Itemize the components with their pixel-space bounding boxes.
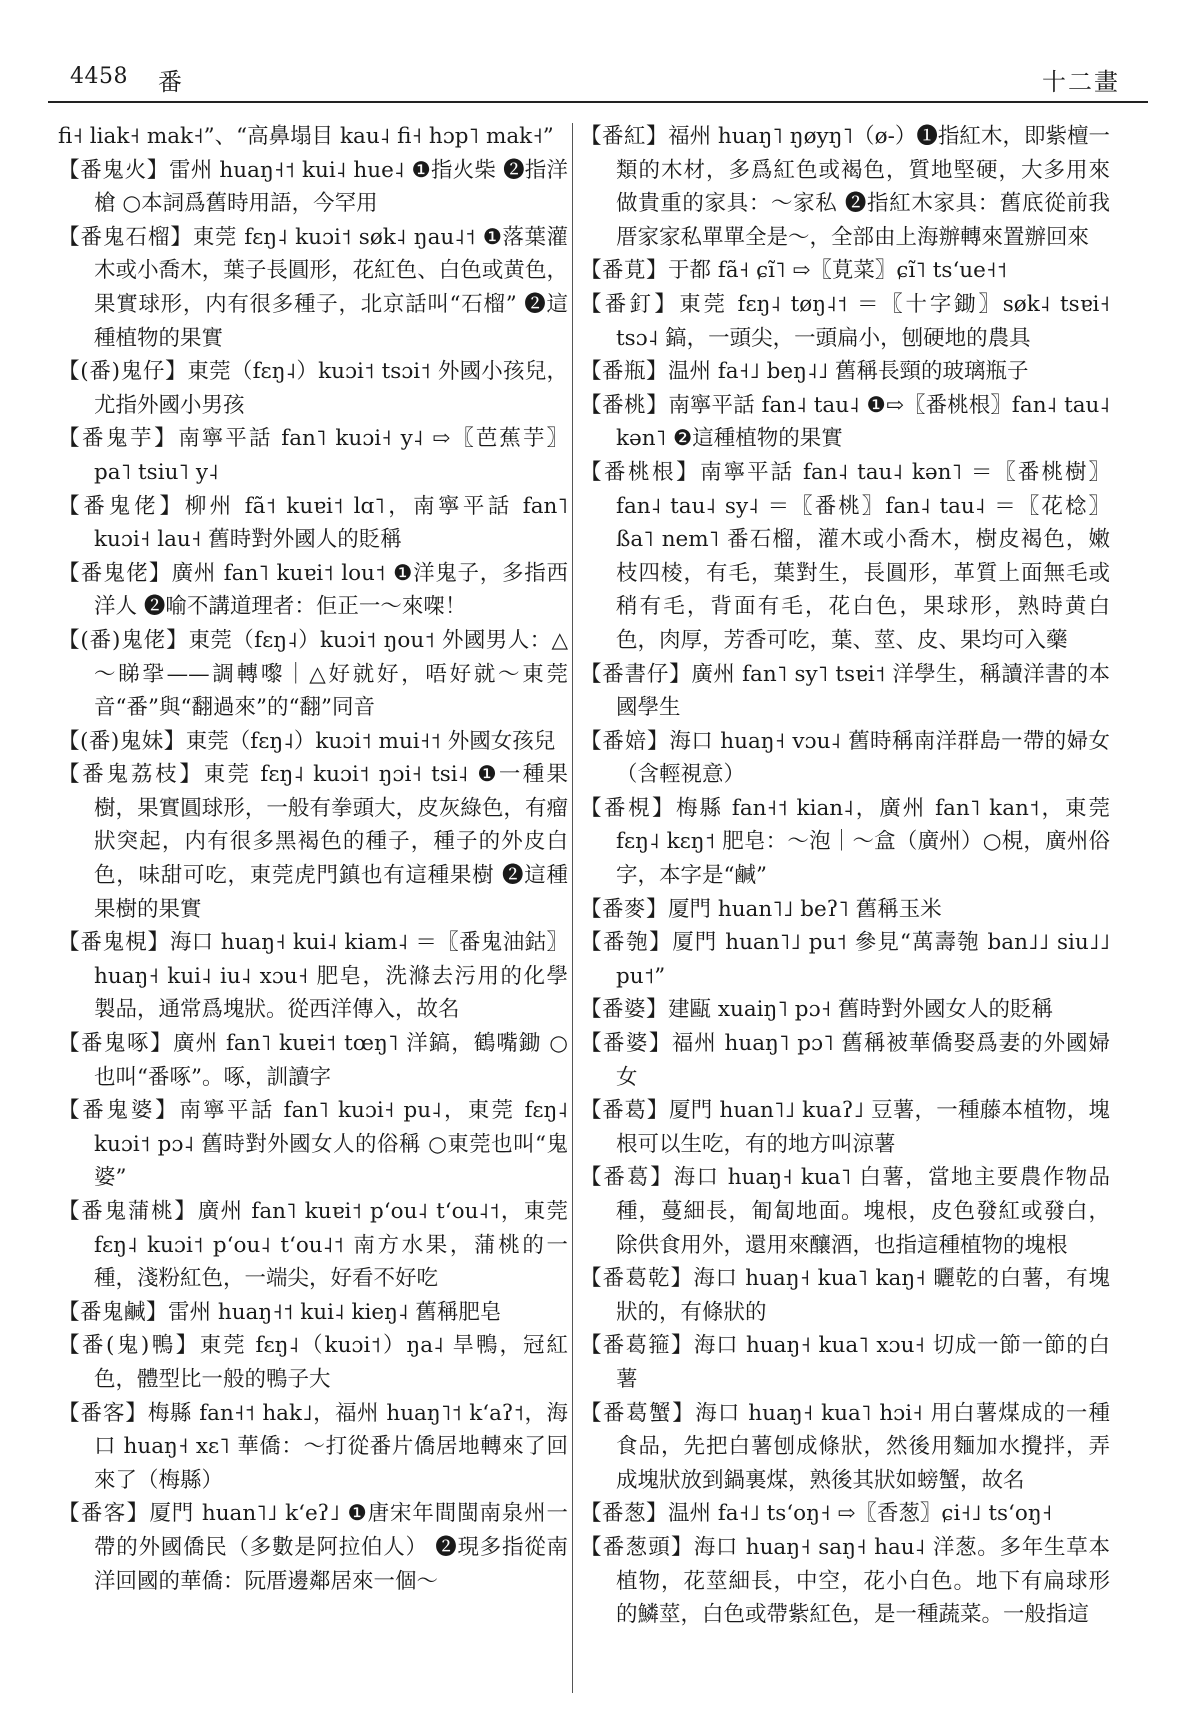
entry-headword: 【(番)鬼妹】	[58, 728, 186, 754]
entry-headword: 【番鬼梘】	[58, 930, 170, 956]
entry-headword: 【番客】	[58, 1501, 150, 1527]
entry-headword: 【番釘】	[580, 291, 680, 317]
dictionary-entry	[580, 1094, 1110, 1161]
dictionary-entry	[58, 154, 568, 221]
entry-definition: 東莞（fɛŋ˨）kuɔi˦ mui˧˦ 外國女孩兒	[185, 728, 556, 754]
left-column	[58, 120, 568, 1598]
entry-headword: 【番葛箍】	[580, 1333, 694, 1359]
entry-definition: fi˧ liak˧ mak˧”、“高鼻塌目 kau˨ fi˧ hɔp˥ mak˧”	[58, 124, 554, 149]
dictionary-entry	[58, 355, 568, 422]
dictionary-entry	[580, 1027, 1110, 1094]
entry-headword: 【番葛乾】	[580, 1266, 694, 1292]
entry-headword: 【番葱】	[580, 1501, 669, 1527]
dictionary-entry	[58, 490, 568, 557]
dictionary-entry	[580, 1497, 1110, 1531]
entry-headword: 【番鬼石榴】	[58, 224, 193, 250]
entry-headword: 【番梘】	[580, 795, 677, 821]
dictionary-entry	[580, 1262, 1110, 1329]
dictionary-entry	[58, 1195, 568, 1296]
entry-headword: 【番鬼鹹】	[58, 1299, 169, 1325]
entry-headword: 【番瓶】	[580, 359, 669, 385]
entry-definition: 海口 huaŋ˧ kui˨ kiam˨ ＝〖番鬼油鈷〗huaŋ˧ kui˨ iu˨ xɔu˧ 肥皂，洗滌去污用的化學製品，通常爲塊狀。從西洋傳入，故名	[94, 930, 568, 1023]
entry-headword: 【番莧】	[580, 258, 669, 284]
entry-definition: 梅縣 fan˧˦ kian˨，廣州 fan˥ kan˦，東莞 fɛŋ˨ kɛŋ˦ 肥皂：～泡｜～盒（廣州）○梘，廣州俗字，本字是“鹹”	[616, 795, 1110, 889]
dictionary-entry	[580, 993, 1110, 1027]
dictionary-entry	[58, 557, 568, 624]
entry-definition: 厦門 huan˥˩ kuaʔ˩ 豆薯，一種藤本植物，塊根可以生吃，有的地方叫涼薯	[616, 1098, 1110, 1157]
entry-headword: 【(番)鬼佬】	[58, 627, 189, 653]
entry-headword: 【番書仔】	[580, 661, 692, 687]
entry-headword: 【番鬼芋】	[58, 426, 179, 452]
entry-headword: 【番葛蟹】	[580, 1400, 696, 1426]
dictionary-entry	[580, 1161, 1110, 1262]
entry-definition: 海口 huaŋ˧ saŋ˧ hau˨ 洋葱。多年生草本植物，花莖細長，中空，花小白色。地下有扁球形的鱗莖，白色或帶紫紅色，是一種蔬菜。一般指這	[616, 1534, 1110, 1628]
header-rule	[48, 101, 1148, 103]
dictionary-entry	[58, 422, 568, 489]
entry-definition: 南寧平話 fan˥ kuɔi˧ y˨ ⇨〖芭蕉芋〗pa˥ tsiu˥ y˨	[94, 426, 568, 485]
entry-definition: 東莞（fɛŋ˨）kuɔi˦ tsɔi˦ 外國小孩兒，尤指外國小男孩	[94, 359, 568, 418]
stroke-section-label: 十二畫	[1042, 68, 1120, 96]
running-head-char: 番	[158, 68, 182, 96]
dictionary-entry	[58, 624, 568, 725]
entry-headword: 【番桃根】	[580, 459, 701, 485]
entry-definition: 厦門 huan˥˩ pu˦ 參見“萬壽匏 ban˩˩ siu˩˩ pu˦”	[616, 930, 1110, 989]
entry-definition: 厦門 huan˥˩ beʔ˥ 舊稱玉米	[668, 896, 942, 922]
entry-definition: 東莞 fɛŋ˨（kuɔi˦）ŋa˨ 旱鴨，冠紅色，體型比一般的鴨子大	[94, 1333, 568, 1392]
dictionary-entry	[580, 658, 1110, 725]
entry-headword: 【番葛】	[580, 1165, 674, 1191]
dictionary-entry	[58, 926, 568, 1027]
entry-definition: 南寧平話 fan˨ tau˨ kən˥ ＝〖番桃樹〗fan˨ tau˨ sy˨ ＝〖番桃〗fan˨ tau˨ ＝〖花棯〗ßa˥ nem˥ 番石榴，灌木或小喬木，樹皮褐色，嫩枝四棱，有毛，葉對生，長圓形，革質上面無毛或稍有毛，背面有毛，花白色，果球形，熟時黄白色，肉厚，芳香可吃，葉、莖、皮、果均可入藥	[616, 459, 1110, 653]
dictionary-entry	[58, 1094, 568, 1195]
entry-definition: 海口 huaŋ˧ vɔu˨ 舊時稱南洋群島一帶的婦女（含輕視意）	[616, 728, 1110, 788]
entry-headword: 【番婄】	[580, 728, 670, 754]
dictionary-entry	[580, 355, 1110, 389]
dictionary-entry	[580, 725, 1110, 792]
entry-headword: 【番(鬼)鴨】	[58, 1333, 200, 1359]
dictionary-entry	[580, 1531, 1110, 1632]
dictionary-entry	[58, 120, 568, 154]
entry-definition: 海口 huaŋ˧ kua˥ xɔu˧ 切成一節一節的白薯	[616, 1333, 1110, 1392]
entry-headword: 【番紅】	[580, 124, 669, 149]
entry-headword: 【番葱頭】	[580, 1534, 694, 1560]
entry-definition: 海口 huaŋ˧ kua˥ kaŋ˧ 曬乾的白薯，有塊狀的，有條狀的	[616, 1266, 1110, 1325]
entry-headword: 【番麥】	[580, 896, 669, 922]
dictionary-entry	[580, 893, 1110, 927]
dictionary-entry	[580, 792, 1110, 893]
entry-definition: 厦門 huan˥˩ kʻeʔ˩ ❶唐宋年間閩南泉州一帶的外國僑民（多數是阿拉伯人） ❷現多指從南洋回國的華僑：阮厝邊鄰居來一個～	[94, 1501, 568, 1594]
entry-definition: 廣州 fan˥ kuɐi˦ lou˦ ❶洋鬼子，多指西洋人 ❷喻不講道理者：佢正一～來㗎！	[94, 560, 568, 620]
dictionary-entry	[58, 758, 568, 926]
dictionary-entry	[58, 1397, 568, 1498]
entry-definition: 東莞（fɛŋ˨）kuɔi˦ ŋou˦ 外國男人：△～睇㧬——調轉嚟｜△好就好，唔好就～東莞音“番”與“翻過來”的“翻”同音	[94, 627, 568, 721]
entry-headword: 【番婆】	[580, 1031, 672, 1057]
dictionary-entry	[580, 389, 1110, 456]
dictionary-entry	[580, 288, 1110, 355]
entry-definition: 雷州 huaŋ˧˦ kui˨ hue˨ ❶指火柴 ❷指洋槍 ○本詞爲舊時用語，今罕用	[94, 157, 568, 217]
entry-headword: 【番葛】	[580, 1098, 669, 1124]
entry-definition: 南寧平話 fan˨ tau˨ ❶⇨〖番桃根〗fan˨ tau˨ kən˥ ❷這種植物的果實	[616, 392, 1110, 452]
entry-definition: 温州 fa˧˩ tsʻoŋ˧ ⇨〖香葱〗ɕi˧˩ tsʻoŋ˧	[668, 1501, 1053, 1527]
dictionary-entry	[58, 1296, 568, 1330]
dictionary-entry	[580, 1397, 1110, 1498]
page-number: 4458	[70, 64, 128, 89]
entry-headword: 【番桃】	[580, 392, 669, 418]
page-header	[48, 58, 1148, 96]
entry-headword: 【(番)鬼仔】	[58, 359, 188, 385]
dictionary-entry	[58, 1497, 568, 1598]
entry-definition: 廣州 fan˥ kuɐi˦ pʻou˨ tʻou˨˦，東莞 fɛŋ˨ kuɔi˦ pʻou˨ tʻou˨˦ 南方水果，蒲桃的一種，淺粉紅色，一端尖，好看不好吃	[94, 1199, 568, 1292]
entry-headword: 【番婆】	[580, 997, 669, 1023]
entry-headword: 【番鬼荔枝】	[58, 762, 204, 788]
dictionary-entry	[580, 1329, 1110, 1396]
entry-definition: 東莞 fɛŋ˨ tøŋ˨˦ ＝〖十字鋤〗søk˨ tsɐi˧ tsɔ˨ 鎬，一頭尖，一頭扁小，刨硬地的農具	[616, 291, 1110, 351]
entry-definition: 廣州 fan˥ sy˥ tsɐi˦ 洋學生，稱讀洋書的本國學生	[616, 661, 1110, 721]
entry-headword: 【番鬼婆】	[58, 1098, 180, 1124]
entry-headword: 【番鬼佬】	[58, 560, 172, 586]
column-divider	[572, 123, 573, 1693]
entry-headword: 【番鬼火】	[58, 157, 169, 183]
dictionary-entry	[58, 221, 568, 355]
entry-definition: 廣州 fan˥ kuɐi˦ tœŋ˥ 洋鎬，鶴嘴鋤 ○也叫“番啄”。啄，訓讀字	[94, 1031, 568, 1090]
right-column	[580, 120, 1110, 1632]
entry-definition: 于都 fã˧ ɕĩ˥ ⇨〖莧菜〗ɕĩ˥ tsʻue˧˦	[668, 258, 1008, 284]
entry-definition: 海口 huaŋ˧ kua˥ hɔi˧ 用白薯煤成的一種食品，先把白薯刨成條狀，然後用麵加水攪拌，弄成塊狀放到鍋裏煤，熟後其狀如螃蟹，故名	[616, 1400, 1110, 1493]
entry-definition: 福州 huaŋ˥ pɔ˥ 舊稱被華僑娶爲妻的外國婦女	[616, 1031, 1110, 1090]
entry-definition: 東莞 fɛŋ˨ kuɔi˦ ŋɔi˧ tsi˨ ❶一種果樹，果實圓球形，一般有拳頭大，皮灰綠色，有瘤狀突起，内有很多黑褐色的種子，種子的外皮白色，味甜可吃，東莞虎門鎮也有這種果樹 ❷這種果樹的果實	[94, 762, 568, 922]
dictionary-entry	[580, 926, 1110, 993]
entry-headword: 【番匏】	[580, 930, 673, 956]
entry-definition: 梅縣 fan˧˦ hak˩，福州 huaŋ˥˦ kʻaʔ˦，海口 huaŋ˧ xɛ˥ 華僑：～打從番片僑居地轉來了回來了（梅縣）	[94, 1400, 568, 1493]
entry-headword: 【番鬼蒲桃】	[58, 1199, 198, 1224]
dictionary-entry	[580, 120, 1110, 254]
entry-headword: 【番鬼啄】	[58, 1031, 174, 1057]
dictionary-entry	[58, 1027, 568, 1094]
entry-definition: 建甌 xuaiŋ˥ pɔ˧ 舊時對外國女人的貶稱	[668, 997, 1054, 1023]
entry-headword: 【番鬼佬】	[58, 493, 185, 519]
entry-definition: 東莞 fɛŋ˨ kuɔi˦ søk˨ ŋau˨˦ ❶落葉灌木或小喬木，葉子長圓形，花紅色、白色或黄色，果實球形，内有很多種子，北京話叫“石榴” ❷這種植物的果實	[94, 224, 568, 351]
dictionary-entry	[58, 725, 568, 759]
entry-headword: 【番客】	[58, 1400, 148, 1426]
entry-definition: 柳州 fã˦ kuɐi˦ lɑ˥，南寧平話 fan˥ kuɔi˧ lau˧ 舊時對外國人的貶稱	[94, 493, 568, 553]
entry-definition: 南寧平話 fan˥ kuɔi˧ pu˨，東莞 fɛŋ˨ kuɔi˦ pɔ˨ 舊時對外國女人的俗稱 ○東莞也叫“鬼婆”	[94, 1098, 568, 1191]
dictionary-entry	[580, 254, 1110, 288]
entry-definition: 雷州 huaŋ˧˦ kui˨ kieŋ˨ 舊稱肥皂	[168, 1299, 502, 1325]
entry-definition: 海口 huaŋ˧ kua˥ 白薯，當地主要農作物品種，蔓細長，匍匐地面。塊根，皮色發紅或發白，除供食用外，還用來釀酒，也指這種植物的塊根	[616, 1165, 1110, 1258]
entry-definition: 温州 fa˧˩ beŋ˨˩ 舊稱長頸的玻璃瓶子	[668, 359, 1029, 385]
dictionary-entry	[580, 456, 1110, 658]
dictionary-entry	[58, 1329, 568, 1396]
entry-definition: 福州 huaŋ˥ ŋøyŋ˥（ø-）❶指紅木，即紫檀一類的木材，多爲紅色或褐色，質地堅硬，大多用來做貴重的家具：～家私 ❷指紅木家具：舊底從前我厝家家私單單全是～，全部由上海辦轉來置辦回來	[616, 124, 1110, 250]
